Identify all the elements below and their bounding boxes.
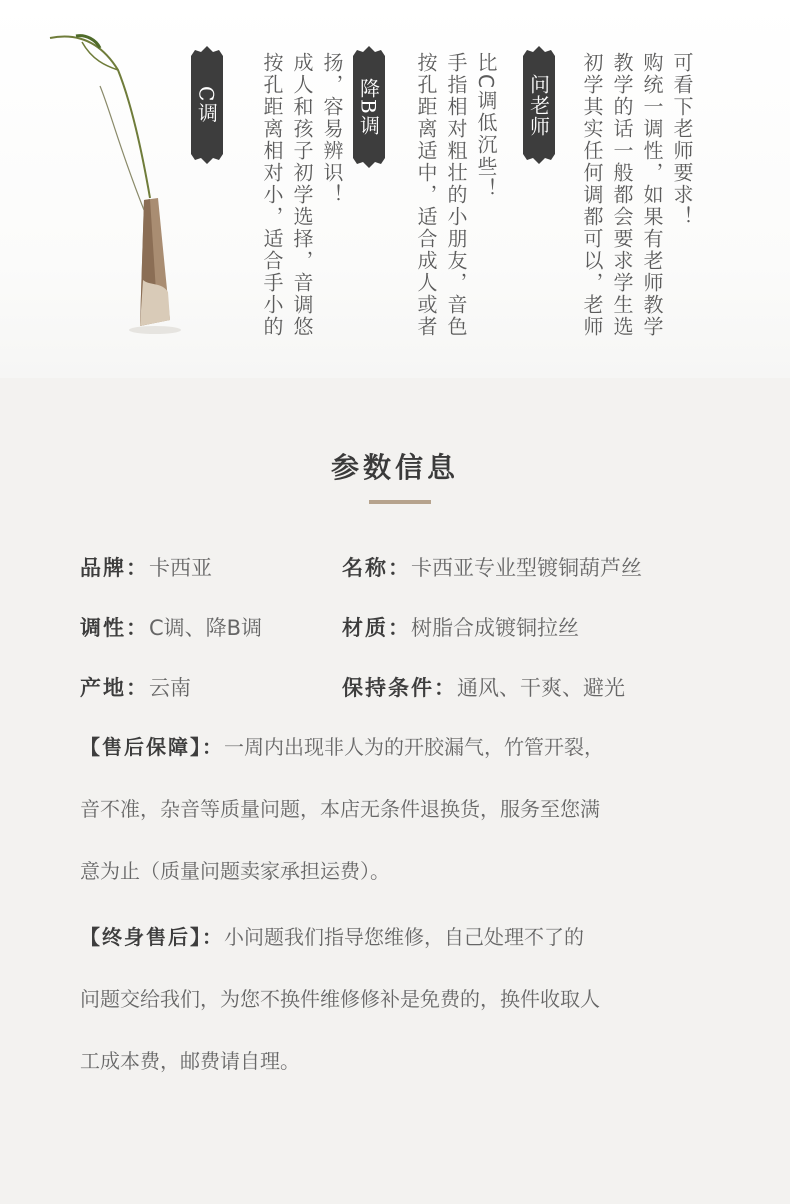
badge-cap-icon <box>351 158 387 168</box>
spec-label: 名称： <box>342 555 411 580</box>
spec-origin <box>80 672 191 702</box>
badge-cap-icon <box>521 46 557 56</box>
paragraph-line: 意为止（质量问题卖家承担运费）。 <box>80 859 390 883</box>
spec-value: 云南 <box>149 676 191 700</box>
badge-c-key <box>189 46 225 164</box>
badge-label: 降B调 <box>353 56 385 158</box>
badge-label: C调 <box>191 56 223 154</box>
badge-cap-icon <box>189 46 225 56</box>
intro-text-column: 按孔距离相对小，适合手小的 <box>260 52 284 338</box>
intro-text-column: 成人和孩子初学选择，音调悠 <box>290 52 314 338</box>
intro-text-column: 比C调低沉些！ <box>474 52 498 200</box>
spec-name <box>342 552 642 582</box>
spec-storage <box>342 672 625 702</box>
title-underline <box>369 500 431 504</box>
badge-ask-teacher <box>521 46 557 164</box>
spec-value: C调、降B调 <box>149 616 263 640</box>
badge-b-flat-key <box>351 46 387 168</box>
intro-text-column: 手指相对粗壮的小朋友，音色 <box>444 52 468 338</box>
vase-illustration <box>40 30 200 350</box>
spec-label: 保持条件： <box>342 675 457 700</box>
spec-value: 卡西亚 <box>149 556 212 580</box>
paragraph-line: 音不准，杂音等质量问题，本店无条件退换货，服务至您满 <box>80 797 600 821</box>
paragraph-line: 问题交给我们，为您不换件维修修补是免费的，换件收取人 <box>80 987 600 1011</box>
badge-cap-icon <box>189 154 225 164</box>
spec-label: 品牌： <box>80 555 149 580</box>
spec-brand <box>80 552 212 582</box>
spec-material <box>342 612 579 642</box>
lifetime-service-paragraph <box>80 906 720 1092</box>
intro-banner <box>0 0 790 378</box>
intro-text-column: 初学其实任何调都可以，老师 <box>580 52 604 338</box>
badge-cap-icon <box>521 154 557 164</box>
spec-value: 卡西亚专业型镀铜葫芦丝 <box>411 556 642 580</box>
spec-label: 调性： <box>80 615 149 640</box>
badge-cap-icon <box>351 46 387 56</box>
lifetime-label: 【终身售后】： <box>80 925 224 949</box>
paragraph-line: 工成本费，邮费请自理。 <box>80 1049 300 1073</box>
paragraph-text: 一周内出现非人为的开胶漏气，竹管开裂， <box>224 735 604 759</box>
spec-label: 材质： <box>342 615 411 640</box>
badge-label: 问老师 <box>523 56 555 154</box>
paragraph-line <box>80 906 720 968</box>
paragraph-text: 小问题我们指导您维修，自己处理不了的 <box>224 925 584 949</box>
paragraph-line <box>80 716 720 778</box>
spec-key <box>80 612 262 642</box>
after-sales-label: 【售后保障】： <box>80 735 224 759</box>
spec-label: 产地： <box>80 675 149 700</box>
after-sales-paragraph <box>80 716 720 902</box>
intro-text-column: 按孔距离适中，适合成人或者 <box>414 52 438 338</box>
intro-text-column: 扬，容易辨识！ <box>320 52 344 206</box>
spec-value: 通风、干爽、避光 <box>457 676 625 700</box>
intro-text-column: 教学的话一般都会要求学生选 <box>610 52 634 338</box>
intro-text-column: 购统一调性，如果有老师教学 <box>640 52 664 338</box>
section-title: 参数信息 <box>330 451 459 484</box>
spec-value: 树脂合成镀铜拉丝 <box>411 616 579 640</box>
intro-text-column: 可看下老师要求！ <box>670 52 694 228</box>
